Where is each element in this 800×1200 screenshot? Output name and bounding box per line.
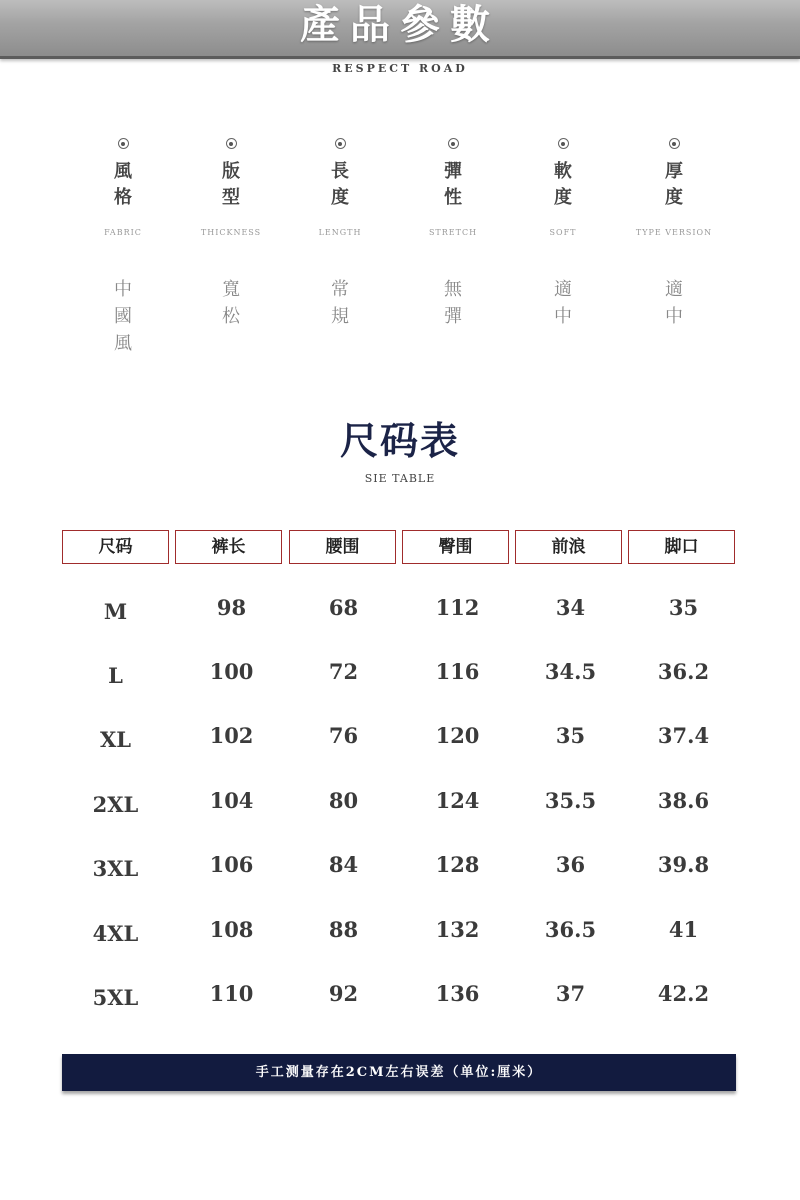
table-cell: 42.2 xyxy=(657,981,710,1006)
attribute-english-label: SOFT xyxy=(549,228,577,237)
attribute-name: 厚度 xyxy=(665,161,683,208)
table-header-cell: 裤长 xyxy=(175,530,282,564)
table-cell: 116 xyxy=(435,659,480,684)
table-cell: 76 xyxy=(328,723,359,748)
table-cell: 104 xyxy=(209,788,254,813)
target-bullet-icon xyxy=(226,138,237,149)
attribute-name: 長度 xyxy=(331,161,349,208)
attribute-english-label: STRETCH xyxy=(428,228,478,237)
table-cell: 37 xyxy=(555,981,586,1006)
table-cell: 106 xyxy=(209,852,254,877)
attribute-value: 無彈 xyxy=(444,279,462,327)
table-cell: 88 xyxy=(328,917,359,942)
table-header-row xyxy=(62,530,738,566)
attribute-english-label: THICKNESS xyxy=(200,228,262,237)
attribute-column xyxy=(398,138,508,327)
table-cell-size: 5XL xyxy=(92,985,139,1010)
attribute-value: 寬松 xyxy=(222,279,240,327)
target-bullet-icon xyxy=(448,138,459,149)
table-cell: 36.2 xyxy=(657,659,710,684)
table-cell: 39.8 xyxy=(657,852,710,877)
table-cell: 35 xyxy=(668,595,699,620)
table-cell: 124 xyxy=(435,788,480,813)
table-cell: 37.4 xyxy=(657,723,710,748)
table-row xyxy=(62,652,738,716)
table-row xyxy=(62,845,738,909)
table-cell: 136 xyxy=(435,981,480,1006)
table-cell: 35.5 xyxy=(544,788,597,813)
table-cell: 102 xyxy=(209,723,254,748)
banner-subtitle: RESPECT ROAD xyxy=(332,62,468,75)
attribute-column xyxy=(68,138,178,354)
table-cell-size: 2XL xyxy=(92,792,139,817)
table-cell: 108 xyxy=(209,917,254,942)
measurement-note-bar: 手工测量存在2CM左右误差（单位:厘米） xyxy=(62,1054,736,1091)
attribute-value: 適中 xyxy=(665,279,683,327)
attribute-english-label: FABRIC xyxy=(104,228,142,237)
table-cell-size: XL xyxy=(99,727,132,752)
table-cell: 34.5 xyxy=(544,659,597,684)
table-cell-size: 4XL xyxy=(92,921,139,946)
target-bullet-icon xyxy=(669,138,680,149)
size-table-subtitle: SIE TABLE xyxy=(364,472,436,485)
attribute-english-label: TYPE VERSION xyxy=(635,228,713,237)
attribute-value: 適中 xyxy=(554,279,572,327)
attribute-name: 版型 xyxy=(222,161,240,208)
table-cell: 80 xyxy=(328,788,359,813)
table-cell: 112 xyxy=(435,595,480,620)
table-header-cell: 腰围 xyxy=(289,530,396,564)
target-bullet-icon xyxy=(118,138,129,149)
table-row xyxy=(62,910,738,974)
attribute-column xyxy=(285,138,395,327)
table-row xyxy=(62,716,738,780)
attribute-name: 風格 xyxy=(114,161,132,208)
table-cell: 41 xyxy=(668,917,699,942)
attribute-column xyxy=(619,138,729,327)
table-cell-size: L xyxy=(108,663,123,688)
table-cell: 110 xyxy=(209,981,254,1006)
top-banner xyxy=(0,0,800,59)
attribute-name: 彈性 xyxy=(444,161,462,208)
table-cell: 84 xyxy=(328,852,359,877)
table-cell-size: M xyxy=(103,599,128,624)
table-cell: 36.5 xyxy=(544,917,597,942)
table-row xyxy=(62,974,738,1038)
banner-title: 產品參數 xyxy=(300,1,500,48)
size-table-title: 尺码表 xyxy=(339,418,460,463)
attribute-column xyxy=(176,138,286,327)
table-cell: 92 xyxy=(328,981,359,1006)
table-cell: 128 xyxy=(435,852,480,877)
table-header-cell: 前浪 xyxy=(515,530,622,564)
table-cell: 132 xyxy=(435,917,480,942)
table-cell: 34 xyxy=(555,595,586,620)
table-header-cell: 脚口 xyxy=(628,530,735,564)
table-cell: 98 xyxy=(216,595,247,620)
table-cell: 36 xyxy=(555,852,586,877)
table-cell: 68 xyxy=(328,595,359,620)
table-row xyxy=(62,588,738,652)
table-cell: 35 xyxy=(555,723,586,748)
target-bullet-icon xyxy=(335,138,346,149)
attribute-value: 中國風 xyxy=(114,279,132,354)
table-cell: 38.6 xyxy=(657,788,710,813)
table-header-cell: 臀围 xyxy=(402,530,509,564)
table-cell: 120 xyxy=(435,723,480,748)
table-row xyxy=(62,781,738,845)
target-bullet-icon xyxy=(558,138,569,149)
table-cell-size: 3XL xyxy=(92,856,139,881)
table-cell: 100 xyxy=(209,659,254,684)
table-header-cell: 尺码 xyxy=(62,530,169,564)
attribute-english-label: LENGTH xyxy=(318,228,362,237)
attribute-name: 軟度 xyxy=(554,161,572,208)
attribute-value: 常規 xyxy=(331,279,349,327)
attribute-column xyxy=(508,138,618,327)
table-cell: 72 xyxy=(328,659,359,684)
